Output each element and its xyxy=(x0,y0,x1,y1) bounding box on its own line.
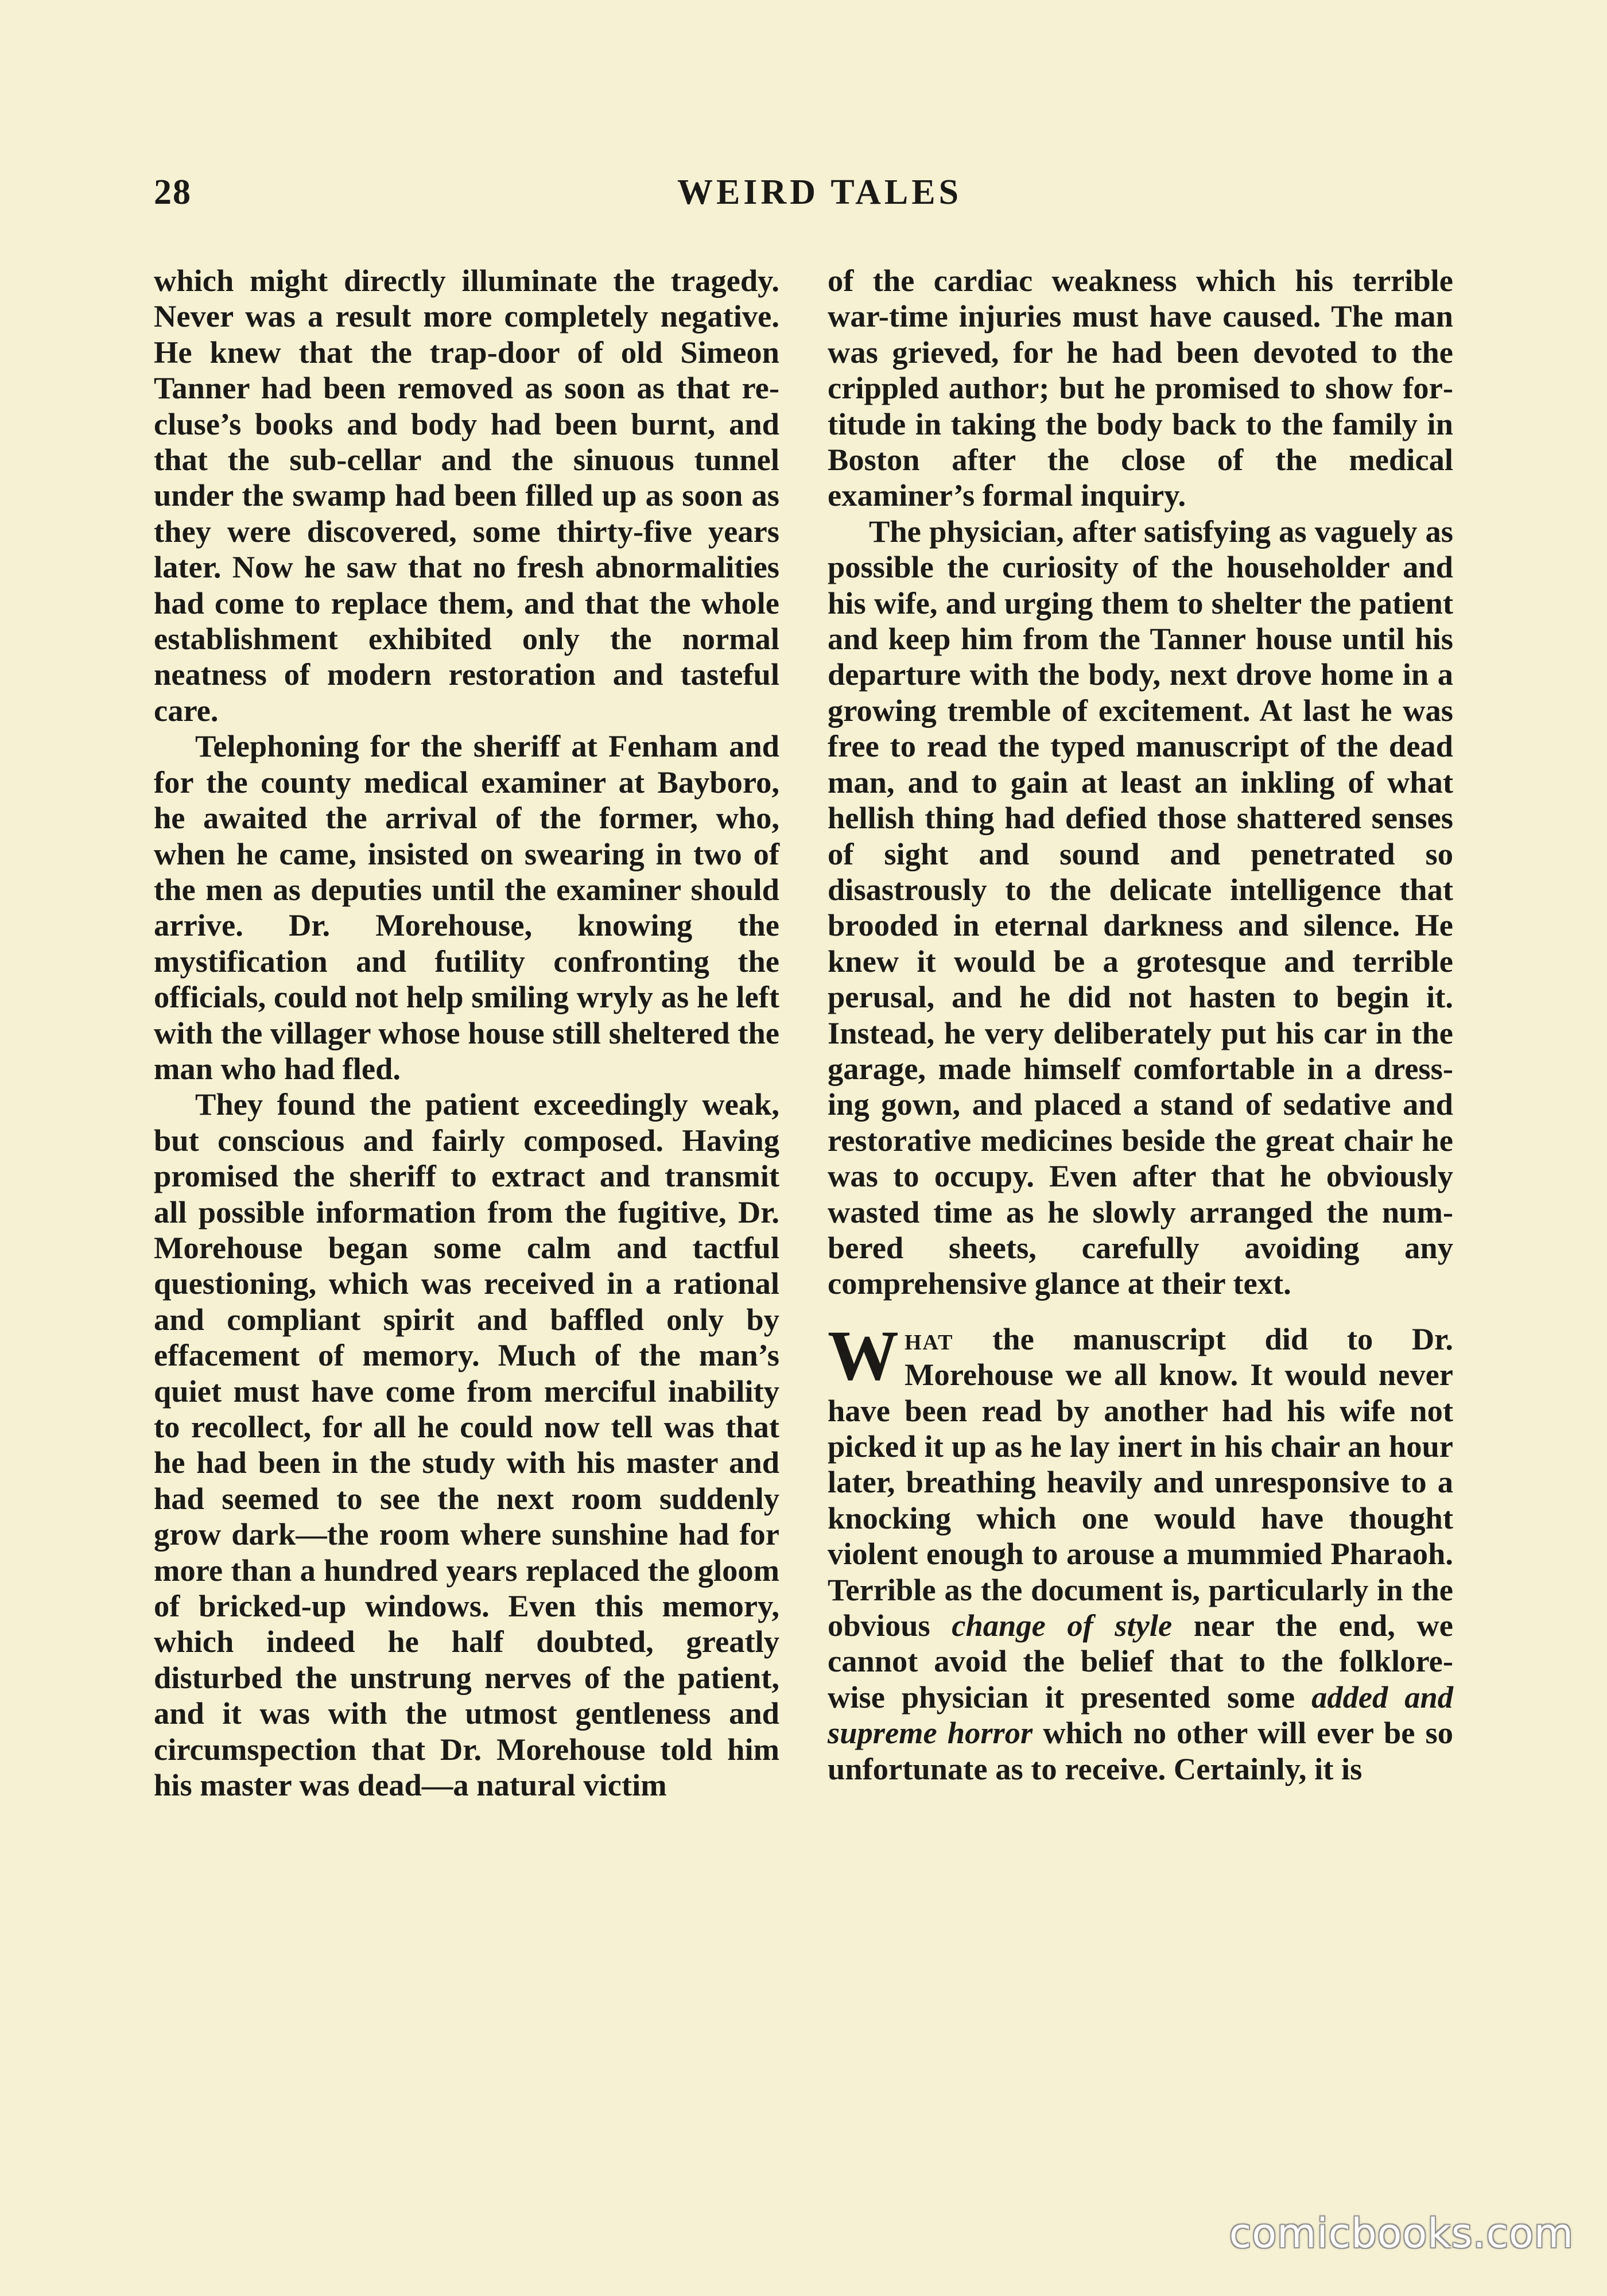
section-opening-paragraph xyxy=(828,1316,1454,1787)
right-column xyxy=(828,263,1453,1787)
page-header xyxy=(154,172,1451,224)
paragraph: of the cardiac weakness which his terrible war-time injuries must have caused. The man was grieved, for he had been devoted to the crippled author; but he promised to show fortitude in taking the body back to the family in Boston after the close of the medical examiner’s formal inquiry. xyxy=(828,263,1453,513)
paragraph: The physician, after satisfying as vaguely as possible the curiosity of the householder and his wife, and urging them to shelter the patient and keep him from the Tanner house until his departure with the body, next drove home in a growing tremble of excitement. At last he was free to read the typed manuscript of the dead man, and to gain at least an inkling of what hellish thing had defied those shattered senses of sight and sound and penetrated so disastrously to the delicate intelligence that brooded in eternal darkness and silence. He knew it would be a grotesque and terrible perusal, and he did not hasten to begin it. Instead, he very deliberately put his car in the garage, made himself comfortable in a dressing gown, and placed a stand of sedative and restorative medicines beside the great chair he was to occupy. Even after that he obviously wasted time as he slowly arranged the numbered sheets, carefully avoiding any comprehensive glance at their text. xyxy=(828,513,1453,1301)
paragraph-text: which no other will ever be so unfortunate as to receive. Certainly, it is xyxy=(828,1715,1453,1786)
paragraph: They found the patient exceedingly weak, but conscious and fairly composed. Having promised the sheriff to extract and transmit all possible information from the fugitive, Dr. Morehouse began some calm and tactful questioning, which was received in a rational and compliant spirit and baffled only by effacement of memory. Much of the man’s quiet must have come from merciful inability to recollect, for all he could now tell was that he had been in the study with his master and had seemed to see the next room suddenly grow dark—the room where sunshine had for more than a hundred years replaced the gloom of bricked-up windows. Even this memory, which indeed he half doubted, greatly disturbed the unstrung nerves of the patient, and it was with the utmost gentleness and circumspection that Dr. Morehouse told him his master was dead—a natural victim xyxy=(154,1087,779,1803)
paragraph-text: the manuscript did to Dr. Morehouse we all know. It would never have been read by another had his wife not picked it up as he lay inert in his chair an hour later, breathing heavily and unresponsive to a knocking which one would have thought violent enough to arouse a mummied Pharaoh. Terrible as the document is, particularly in the obvious xyxy=(828,1321,1453,1643)
running-title: WEIRD TALES xyxy=(677,173,962,212)
italic-phrase: change of style xyxy=(952,1608,1173,1643)
drop-cap: W xyxy=(828,1316,899,1395)
paragraph-text: near the end, we cannot avoid the belief that to the folklore-wise physician it presented some xyxy=(828,1608,1453,1715)
left-column xyxy=(154,263,779,1803)
paragraph: which might directly illuminate the tragedy. Never was a result more completely negative. He knew that the trap-door of old Simeon Tanner had been removed as soon as that recluse’s books and body had been burnt, and that the sub-cellar and the sinuous tunnel under the swamp had been filled up as soon as they were discovered, some thirty-five years later. Now he saw that no fresh abnormalities had come to replace them, and that the whole establishment exhibited only the normal neatness of modern restoration and tasteful care. xyxy=(154,263,779,728)
page-number: 28 xyxy=(154,173,192,212)
paragraph: Telephoning for the sheriff at Fenham and for the county medical examiner at Bayboro, he awaited the arrival of the former, who, when he came, insisted on swearing in two of the men as deputies until the examiner should arrive. Dr. Morehouse, knowing the mystification and futility confronting the officials, could not help smiling wryly as he left with the villager whose house still sheltered the man who had fled. xyxy=(154,728,779,1086)
site-watermark: comicbooks.com xyxy=(1229,2210,1574,2257)
italic-phrase: added and supreme horror xyxy=(828,1679,1454,1751)
small-caps-lead: hat xyxy=(905,1321,954,1356)
